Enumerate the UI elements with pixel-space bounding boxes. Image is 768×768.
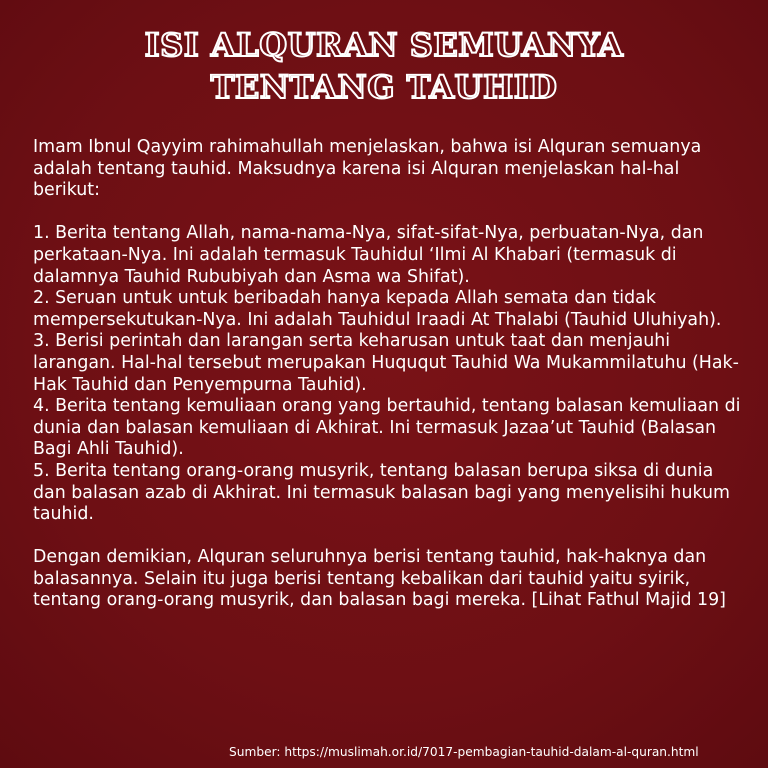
article-body [33,137,741,612]
point-item-3: 3. Berisi perintah dan larangan serta keharusan untuk taat dan menjauhi larangan. Hal-hal tersebut merupakan Huququt Tauhid Wa Mukammilatuhu (Hak-Hak Tauhid dan Penyempurna Tauhid). [33,331,739,395]
point-item-1: 1. Berita tentang Allah, nama-nama-Nya, sifat-sifat-Nya, perbuatan-Nya, dan perkataan-Nya. Ini adalah termasuk Tauhidul ‘Ilmi Al Khabari (termasuk di dalamnya Tauhid Rububiyah dan Asma wa Shifat). [33,223,704,287]
title-line-2: TENTANG TAUHID [210,68,558,106]
title-line-1: ISI ALQURAN SEMUANYA [144,26,624,64]
source-link[interactable]: Sumber: https://muslimah.or.id/7017-pembagian-tauhid-dalam-al-quran.html [229,745,699,759]
conclusion-paragraph: Dengan demikian, Alquran seluruhnya berisi tentang tauhid, hak-haknya dan balasannya. Selain itu juga berisi tentang kebalikan dari tauhid yaitu syirik, tentang orang-orang musyrik, dan balasan bagi mereka. [Lihat Fathul Majid 19] [33,547,726,611]
poster-title [0,24,768,108]
point-item-4: 4. Berita tentang kemuliaan orang yang bertauhid, tentang balasan kemuliaan di dunia dan balasan kemuliaan di Akhirat. Ini termasuk Jazaa’ut Tauhid (Balasan Bagi Ahli Tauhid). [33,396,741,460]
point-item-2: 2. Seruan untuk untuk beribadah hanya kepada Allah semata dan tidak mempersekutukan-Nya. Ini adalah Tauhidul Iraadi At Thalabi (Tauhid Uluhiyah). [33,288,722,330]
points-list [33,223,741,525]
intro-paragraph: Imam Ibnul Qayyim rahimahullah menjelaskan, bahwa isi Alquran semuanya adalah tentang tauhid. Maksudnya karena isi Alquran menjelaskan hal-hal berikut: [33,137,702,201]
point-item-5: 5. Berita tentang orang-orang musyrik, tentang balasan berupa siksa di dunia dan balasan azab di Akhirat. Ini termasuk balasan bagi yang menyelisihi hukum tauhid. [33,460,730,525]
